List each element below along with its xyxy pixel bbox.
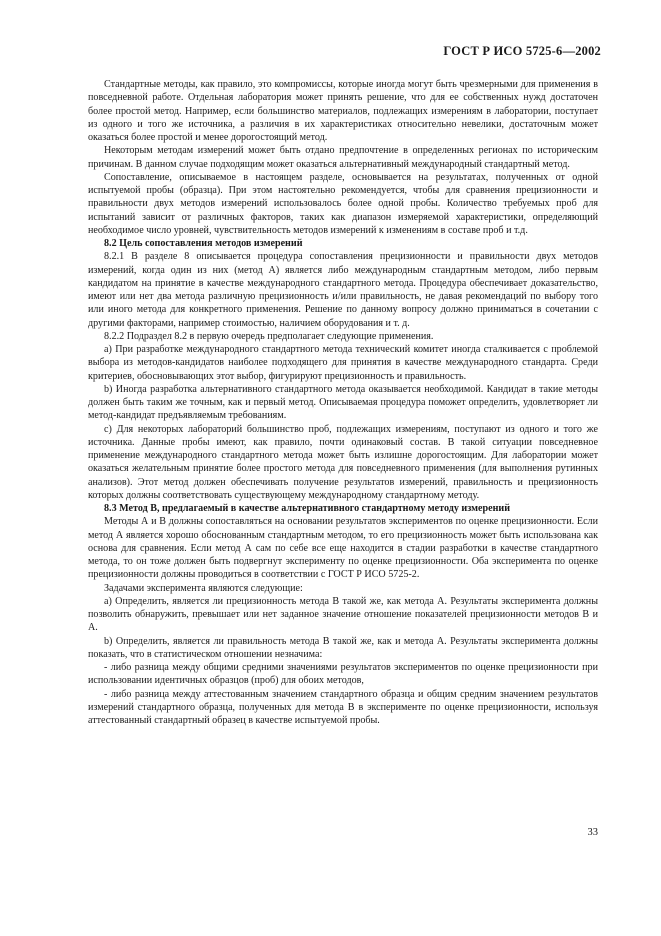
- paragraph: а) Определить, является ли прецизионность метода В такой же, как метода А. Результаты эксперимента должны позволить обнаружить, превышает или нет заданное значение отношение показателей прецизионности методов В и А.: [88, 595, 598, 634]
- paragraph: 8.2.1 В разделе 8 описывается процедура сопоставления прецизионности и правильности двух методов измерений, когда один из них (метод А) является либо международным стандартным методом, либо первым кандидатом на принятие в качестве международного стандартного метода. Процедура обеспечивает доказательство, имеют или нет два метода различную прецизионность и/или правильность, не давая рекомендаций по выбору того или иного метода для конкретного применения. Решение по данному вопросу должно приниматься в сочетании с другими факторами, например стоимостью, наличием оборудования и т. д.: [88, 251, 598, 329]
- paragraph: с) Для некоторых лабораторий большинство проб, подлежащих измерениям, поступают из одного и того же источника. Данные пробы имеют, как правило, почти одинаковый состав. В такой ситуации повседневное применение международного стандартного метода может быть излишне дорогостоящим. Для лаборатории может оказаться желательным принятие более простого метода для повседневного применения (для выполнения рутинных анализов). Этот метод должен обеспечивать получение результатов измерений, правильность и прецизионность которых должны соответствовать существующему международному стандартному методу.: [88, 423, 598, 501]
- page-number: 33: [587, 827, 598, 838]
- paragraph: Некоторым методам измерений может быть отдано предпочтение в определенных регионах по историческим причинам. В данном случае подходящим может оказаться альтернативный международный стандартный метод.: [88, 145, 598, 170]
- paragraph: Сопоставление, описываемое в настоящем разделе, основывается на результатах, полученных от одной испытуемой пробы (образца). При этом настоятельно рекомендуется, чтобы для сравнения прецизионности и правильности двух методов измерений использовалось более одной пробы. Количество требуемых проб для испытаний зависит от различных факторов, таких как диапазон измеряемой характеристики, определяющий необходимое число уровней, чувствительность методов измерений к изменениям в составе проб и т.д.: [88, 171, 598, 236]
- paragraph: Задачами эксперимента являются следующие:: [104, 582, 303, 594]
- paragraph: b) Иногда разработка альтернативного стандартного метода оказывается необходимой. Кандидат в такие методы должен быть таким же точным, как и первый метод. Описываемая процедура поможет определить, удовлетворяет ли метод-кандидат предъявляемым требованиям.: [88, 383, 598, 422]
- document-body: [88, 78, 598, 727]
- paragraph: Стандартные методы, как правило, это компромиссы, которые иногда могут быть чрезмерными для применения в повседневной работе. Отдельная лаборатория может принять решение, что для ее собственных нужд достаточен более простой метод. Например, если большинство материалов, подлежащих измерениям в лаборатории, поступает из одного и того же источника, а различия в их характеристиках относительно невелики, достаточным может оказаться более простой и менее дорогостоящий метод.: [88, 79, 598, 143]
- document-header: ГОСТ Р ИСО 5725-6—2002: [443, 44, 601, 58]
- paragraph: 8.2.2 Подраздел 8.2 в первую очередь предполагает следующие применения.: [104, 330, 434, 342]
- paragraph: а) При разработке международного стандартного метода технический комитет иногда сталкивается с проблемой выбора из методов-кандидатов наиболее подходящего для принятия в качестве международного стандарта. Среди критериев, обосновывающих этот выбор, фигурируют прецизионность и правильность.: [88, 344, 598, 382]
- paragraph: - либо разница между аттестованным значением стандартного образца и общим средним значением результатов измерений стандартного образца, полученных для метода В в эксперименте по оценке прецизионности, используя аттестованный стандартный образец в качестве испытуемой пробы.: [88, 688, 598, 726]
- paragraph: b) Определить, является ли правильность метода В такой же, как и метода А. Результаты эксперимента должны показать, что в статистическом отношении незначима:: [88, 635, 598, 660]
- paragraph: - либо разница между общими средними значениями результатов экспериментов по оценке прецизионности при использовании идентичных образцов (проб) для обоих методов,: [88, 662, 598, 687]
- section-heading: 8.2 Цель сопоставления методов измерений: [104, 238, 303, 249]
- paragraph: Методы А и В должны сопоставляться на основании результатов экспериментов по оценке прецизионности. Если метод А является хорошо обоснованным стандартным методом, то его прецизионность может быть использована как основа для сравнения. Если метод А сам по себе все еще находится в стадии разработки в качестве стандартного метода, то он тоже должен быть подвергнут эксперименту по оценке прецизионности. Оба эксперимента по оценке прецизионности должны проводиться в соответствии с ГОСТ Р ИСО 5725-2.: [88, 516, 598, 581]
- section-heading: 8.3 Метод В, предлагаемый в качестве альтернативного стандартному методу измерений: [104, 503, 511, 514]
